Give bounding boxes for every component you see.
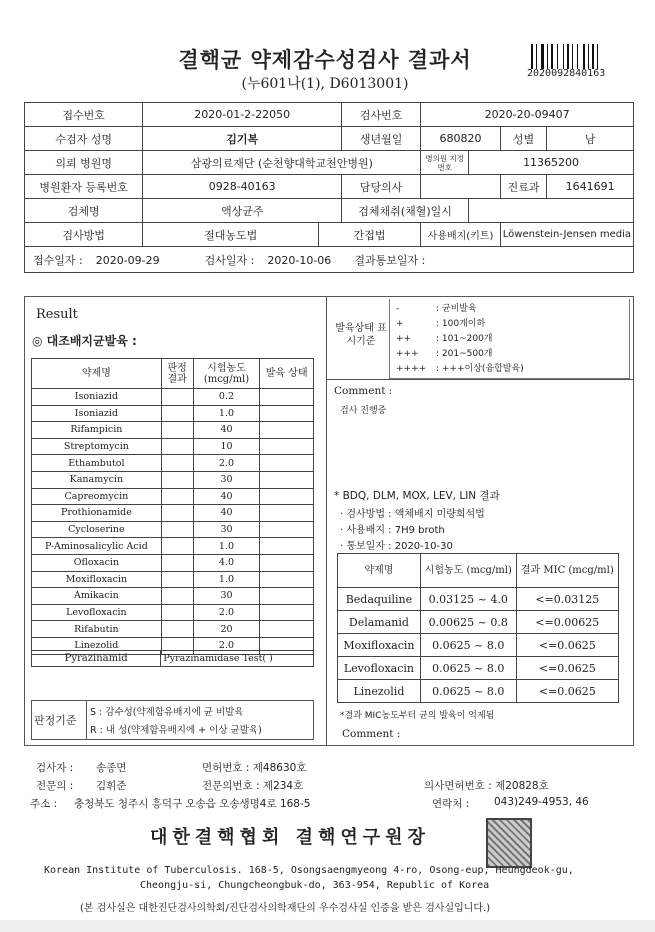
test-no: 2020-20-09407 [421,103,634,127]
mic-row [338,611,619,634]
receipt-no-label: 접수번호 [25,103,143,127]
comment-label: Comment : [334,385,393,397]
address-label: 주소 : [30,798,58,810]
legend-desc: : 101~200개 [436,334,493,344]
tester-license: 면허번호 : 제48630호 [202,762,307,774]
drug-concentration: 1.0 [193,571,260,588]
drug-growth [260,405,314,422]
barcode-bar [538,44,540,69]
drug-name: Linezolid [32,637,162,654]
drug-row [32,604,314,621]
mic-col-result: 결과 MIC (mcg/ml) [516,554,618,588]
mic-result: <=0.0625 [516,634,618,657]
barcode-bar [567,44,569,69]
drug-judgement [161,621,193,638]
drug-name: Isoniazid [32,405,162,422]
legend-label: 발육상태 표시기준 [335,323,387,347]
drug-judgement [161,389,193,406]
english-address-line2: Cheongju-si, Chungcheongbuk-do, 363-954, Republic of Korea [140,880,490,891]
judgement-r: R : 내 성(약제함유배지에 + 이상 균발육) [90,725,262,736]
legend-item [396,316,485,329]
barcode-bar [599,44,601,69]
tester-label: 검사자 : [36,762,74,774]
drug-row [32,455,314,472]
page-bottom-edge [0,920,655,932]
drug-judgement [161,604,193,621]
drug-judgement [161,471,193,488]
mic-drug: Levofloxacin [338,657,421,680]
patient-reg-label: 병원환자 등록번호 [25,175,143,199]
drug-growth [260,571,314,588]
barcode-bar [545,44,546,69]
drug-growth [260,521,314,538]
drug-row [32,405,314,422]
specimen: 액상균주 [143,199,342,223]
barcode-bar [534,44,535,69]
barcode-bar [541,44,544,69]
collect-date [469,199,634,223]
drug-row [32,389,314,406]
drug-concentration: 1.0 [193,405,260,422]
drug-concentration: 40 [193,422,260,439]
mic-row [338,657,619,680]
drug-name: Prothionamide [32,505,162,522]
drug-concentration: 30 [193,471,260,488]
drug-concentration: 2.0 [193,637,260,654]
drug-name: Capreomycin [32,488,162,505]
drug-row [32,471,314,488]
patient-reg: 0928-40163 [143,175,342,199]
drug-concentration: 4.0 [193,554,260,571]
drug-concentration: 0.2 [193,389,260,406]
drug-growth [260,471,314,488]
barcode-bar [563,44,564,69]
barcode-bar [549,44,550,69]
drug-table [31,358,314,655]
official-seal [486,818,532,868]
col-judgement: 판정 결과 [161,359,193,389]
specialist: 김휘준 [96,780,127,792]
barcode-bar [583,44,585,69]
sex: 남 [547,127,634,151]
mic-range: 0.0625 ~ 8.0 [420,657,516,680]
drug-row [32,438,314,455]
document-title: 결핵균 약제감수성검사 결과서 [178,47,472,72]
drug-row [32,521,314,538]
drug-name: Kanamycin [32,471,162,488]
col-growth: 발육 상태 [260,359,314,389]
barcode-bar [597,44,598,69]
barcode [531,44,625,69]
drug-concentration: 2.0 [193,604,260,621]
drug-judgement [161,405,193,422]
drug-growth [260,588,314,605]
drug-name: P-Aminosalicylic Acid [32,538,162,555]
barcode-bar [588,44,589,69]
drug-concentration: 40 [193,488,260,505]
second-method: · 검사방법 : 액체배지 미량희석법 [340,509,485,520]
drug-judgement [161,438,193,455]
barcode-bar [574,44,576,69]
legend-symbol: ++ [396,334,412,344]
culture-label: ◎ 대조배지균발육 : [32,334,137,348]
collect-label: 검체채취(채혈)일시 [342,199,469,223]
drug-name: Amikacin [32,588,162,605]
mic-drug: Linezolid [338,680,421,703]
specialist-label: 전문의 : [36,780,74,792]
drug-growth [260,554,314,571]
organization-name: 대한결핵협회 결핵연구원장 [150,827,430,848]
barcode-bar [547,44,548,69]
specialist-no: 전문의번호 : 제234호 [202,780,304,792]
specimen-label: 검체명 [25,199,143,223]
pza-name: Pyrazinamid [32,651,161,667]
doctor [421,175,500,199]
pza-table [31,650,314,667]
birth-label: 생년월일 [342,127,421,151]
mic-result: <=0.0625 [516,680,618,703]
legend-desc: : +++이상(융합발육) [436,364,524,374]
drug-growth [260,604,314,621]
drug-name: Ethambutol [32,455,162,472]
birth: 680820 [421,127,500,151]
second-medium: · 사용배지 : 7H9 broth [340,525,445,536]
barcode-bar [531,44,533,69]
drug-name: Rifabutin [32,621,162,638]
mic-result: <=0.03125 [516,588,618,611]
drug-judgement [161,521,193,538]
barcode-bar [590,44,591,69]
drug-judgement [161,455,193,472]
drug-row [32,621,314,638]
legend-item [396,331,493,344]
barcode-bar [570,44,571,69]
drug-name: Streptomycin [32,438,162,455]
drug-growth [260,422,314,439]
barcode-bar [577,44,578,69]
drug-name: Levofloxacin [32,604,162,621]
document-subtitle: (누601나(1), D6013001) [241,76,409,92]
drug-concentration: 10 [193,438,260,455]
patient-name: 김기복 [143,127,342,151]
legend-symbol: + [396,319,404,329]
barcode-bar [559,44,562,69]
test-date-label: 검사일자 : [204,253,255,267]
method: 절대농도법 [143,223,319,247]
col-concentration: 시험농도 (mcg/ml) [193,359,260,389]
legend-desc: : 균비발육 [436,304,477,314]
second-test-title: * BDQ, DLM, MOX, LEV, LIN 결과 [334,490,500,502]
barcode-bar [551,44,553,69]
drug-concentration: 30 [193,521,260,538]
drug-row [32,554,314,571]
drug-row [32,505,314,522]
mic-col-range: 시험농도 (mcg/ml) [420,554,516,588]
mic-drug: Delamanid [338,611,421,634]
address: 충청북도 청주시 흥덕구 오송읍 오송생명4로 168-5 [74,798,311,810]
mic-range: 0.03125 ~ 4.0 [420,588,516,611]
judgement-divider [86,701,87,739]
mic-row [338,588,619,611]
drug-concentration: 30 [193,588,260,605]
barcode-bar [592,44,594,69]
mic-note: *결과 MIC농도부터 균의 발육이 억제됨 [340,711,495,721]
test-no-label: 검사번호 [342,103,421,127]
judgement-s: S : 감수성(약제함유배지에 균 비발육 [90,707,244,718]
drug-name: Rifampicin [32,422,162,439]
mic-table [337,553,619,703]
mic-result: <=0.0625 [516,657,618,680]
drug-judgement [161,422,193,439]
contact: 043)249-4953, 46 [494,796,589,808]
legend-item [396,361,524,374]
drug-judgement [161,571,193,588]
contact-label: 연락처 : [432,798,470,810]
drug-row [32,538,314,555]
comment-text: 검사 진행중 [340,406,387,416]
hospital-code-label: 병의원 지정번호 [421,151,469,175]
legend-desc: : 100개이하 [436,319,486,329]
drug-judgement [161,538,193,555]
test-date: 2020-10-06 [267,253,332,267]
pza-test: Pyrazinamidase Test( ) [161,651,314,667]
drug-growth [260,538,314,555]
hospital-label: 의뢰 병원명 [25,151,143,175]
legend-desc: : 201~500개 [436,349,493,359]
drug-growth [260,389,314,406]
english-address-line1: Korean Institute of Tuberculosis. 168-5, Osongsaengmyeong 4-ro, Osong-eup, Heungdeok-gu, [44,865,574,876]
barcode-number: 2020092840163 [527,68,606,79]
receipt-date: 2020-09-29 [95,253,160,267]
barcode-bar [536,44,537,69]
barcode-bar [579,44,582,69]
mic-row [338,680,619,703]
medium: Löwenstein-Jensen media [500,223,633,247]
legend-item [396,346,493,359]
method-indirect: 간접법 [318,223,420,247]
legend-symbol: - [396,304,400,314]
drug-judgement [161,554,193,571]
hospital: 삼광의료재단 (순천향대학교천안병원) [143,151,421,175]
receipt-no: 2020-01-2-22050 [143,103,342,127]
second-comment-label: Comment : [342,728,401,740]
barcode-bar [554,44,556,69]
mic-drug: Moxifloxacin [338,634,421,657]
drug-name: Moxifloxacin [32,571,162,588]
drug-row [32,571,314,588]
dept-label: 진료과 [500,175,547,199]
doctor-label: 담당의사 [342,175,421,199]
drug-name: Cycloserine [32,521,162,538]
drug-concentration: 2.0 [193,455,260,472]
hospital-code: 11365200 [469,151,634,175]
mic-drug: Bedaquiline [338,588,421,611]
method-label: 검사방법 [25,223,143,247]
barcode-bar [565,44,566,69]
receipt-date-label: 접수일자 : [33,253,83,267]
col-drug: 약제명 [32,359,162,389]
drug-row [32,422,314,439]
barcode-bar [572,44,573,69]
drug-judgement [161,505,193,522]
medium-label: 사용배지(키트) [421,223,500,247]
result-title: Result [36,307,78,322]
drug-growth [260,438,314,455]
sex-label: 성별 [500,127,547,151]
legend-symbol: ++++ [396,364,427,374]
patient-name-label: 수검자 성명 [25,127,143,151]
drug-row [32,588,314,605]
drug-concentration: 20 [193,621,260,638]
judgement-label: 판정기준 [34,714,77,727]
drug-row [32,488,314,505]
mic-row [338,634,619,657]
mic-range: 0.00625 ~ 0.8 [420,611,516,634]
drug-concentration: 40 [193,505,260,522]
barcode-bar [595,44,596,69]
patient-info-table [24,102,634,273]
mic-range: 0.0625 ~ 8.0 [420,680,516,703]
certification-note: (본 검사실은 대한진단검사의학회/진단검사의학재단의 우수검사실 인증을 받은 검사실입니다.) [80,903,491,914]
notify-date-label: 결과통보일자 : [354,253,426,267]
mic-col-drug: 약제명 [338,554,421,588]
drug-judgement [161,488,193,505]
drug-growth [260,505,314,522]
drug-judgement [161,588,193,605]
drug-growth [260,621,314,638]
drug-growth [260,488,314,505]
barcode-bar [586,44,587,69]
legend-item [396,301,477,314]
dates-row [25,247,634,273]
drug-growth [260,455,314,472]
tester: 송종면 [96,762,127,774]
drug-name: Ofloxacin [32,554,162,571]
drug-concentration: 1.0 [193,538,260,555]
mic-range: 0.0625 ~ 8.0 [420,634,516,657]
barcode-bar [557,44,558,69]
dept: 1641691 [547,175,634,199]
legend-symbol: +++ [396,349,419,359]
second-notify: · 통보일자 : 2020-10-30 [340,541,453,552]
drug-name: Isoniazid [32,389,162,406]
doctor-license: 의사면허번호 : 제20828호 [424,780,549,792]
mic-result: <=0.00625 [516,611,618,634]
